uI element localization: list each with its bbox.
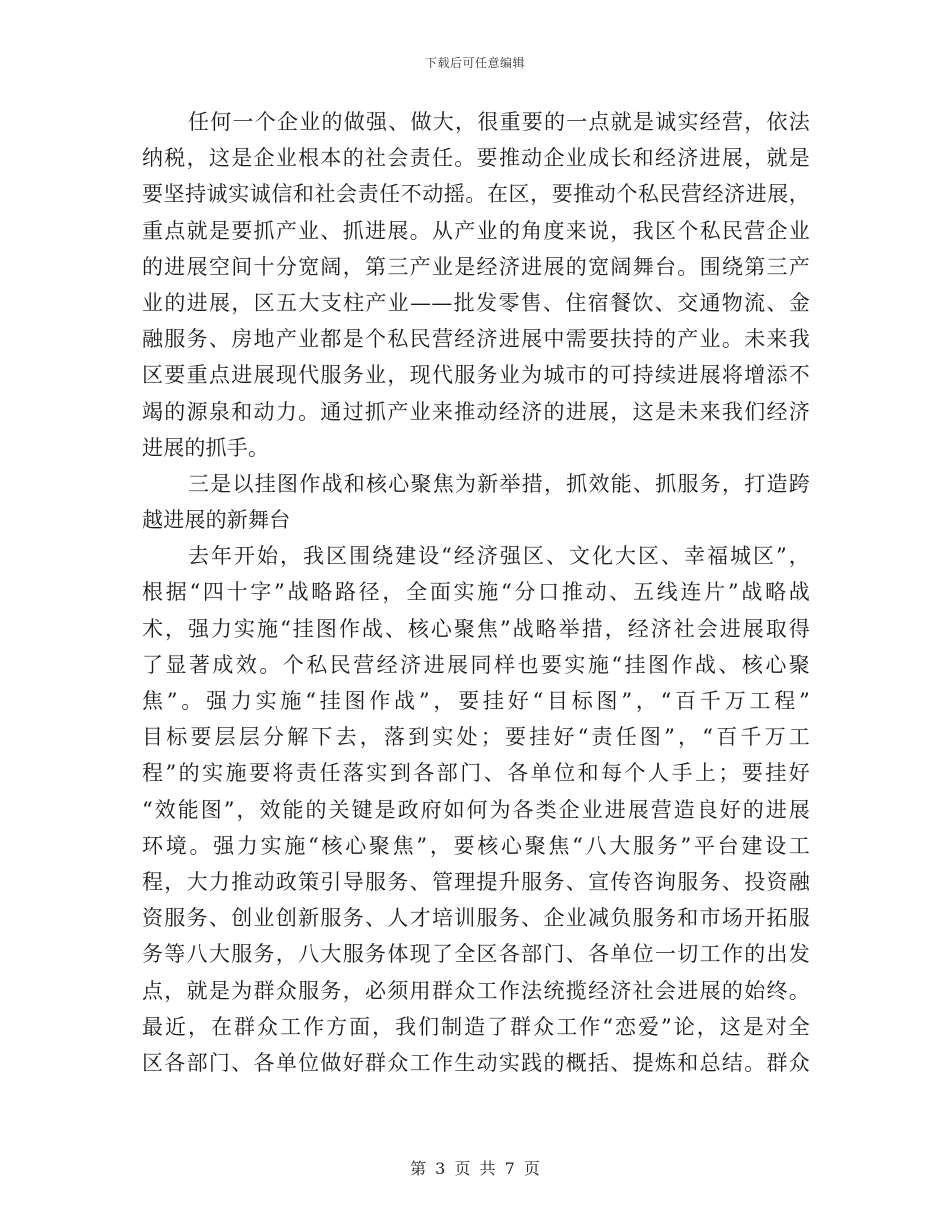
paragraph-line: 去年开始，我区围绕建设“经济强区、文化大区、幸福城区”，	[188, 544, 810, 569]
paragraph-line: 程”的实施要将责任落实到各部门、各单位和每个人手上；要挂好	[142, 761, 810, 786]
paragraph-line: 要坚持诚实诚信和社会责任不动摇。在区，要推动个私民营经济进展，	[142, 182, 810, 207]
paragraph-line: 环境。强力实施“核心聚焦”，要核心聚焦“八大服务”平台建设工	[142, 833, 810, 858]
paragraph-line: 术，强力实施“挂图作战、核心聚焦”战略举措，经济社会进展取得	[142, 616, 810, 641]
document-body	[142, 104, 810, 1081]
paragraph-line: 进展的抓手。	[142, 435, 270, 460]
paragraph-line: 目标要层层分解下去，落到实处；要挂好“责任图”，“百千万工	[142, 725, 810, 750]
paragraph-line: 的进展空间十分宽阔，第三产业是经济进展的宽阔舞台。围绕第三产	[142, 254, 810, 279]
paragraph-line: 纳税，这是企业根本的社会责任。要推动企业成长和经济进展，就是	[142, 146, 810, 171]
section-heading-line: 越进展的新舞台	[142, 508, 291, 533]
paragraph-line: 业的进展，区五大支柱产业——批发零售、住宿餐饮、交通物流、金	[142, 290, 810, 315]
paragraph-line: 程，大力推动政策引导服务、管理提升服务、宣传咨询服务、投资融	[142, 869, 810, 894]
paragraph-line: 竭的源泉和动力。通过抓产业来推动经济的进展，这是未来我们经济	[142, 399, 810, 424]
paragraph-line: 资服务、创业创新服务、人才培训服务、企业减负服务和市场开拓服	[142, 906, 810, 931]
page-number: 第 3 页 共 7 页	[410, 1159, 540, 1178]
section-heading-line: 三是以挂图作战和核心聚焦为新举措，抓效能、抓服务，打造跨	[188, 471, 810, 496]
paragraph-line: 最近，在群众工作方面，我们制造了群众工作“恋爱”论，这是对全	[142, 1014, 810, 1039]
paragraph-line: 融服务、房地产业都是个私民营经济进展中需要扶持的产业。未来我	[142, 327, 810, 352]
paragraph-line: 点，就是为群众服务，必须用群众工作法统揽经济社会进展的始终。	[142, 978, 810, 1003]
paragraph-line: 了显著成效。个私民营经济进展同样也要实施“挂图作战、核心聚	[142, 652, 810, 677]
paragraph-line: “效能图”，效能的关键是政府如何为各类企业进展营造良好的进展	[142, 797, 810, 822]
paragraph-line: 务等八大服务，八大服务体现了全区各部门、各单位一切工作的出发	[142, 942, 810, 967]
paragraph-line: 任何一个企业的做强、做大，很重要的一点就是诚实经营，依法	[188, 110, 810, 134]
paragraph-line: 重点就是要抓产业、抓进展。从产业的角度来说，我区个私民营企业	[142, 218, 810, 243]
paragraph-line: 焦”。强力实施“挂图作战”，要挂好“目标图”，“百千万工程”	[142, 689, 810, 713]
header-note: 下载后可任意编辑	[424, 56, 525, 70]
paragraph-line: 区各部门、各单位做好群众工作生动实践的概括、提炼和总结。群众	[142, 1050, 810, 1075]
paragraph-line: 区要重点进展现代服务业，现代服务业为城市的可持续进展将增添不	[142, 363, 810, 388]
paragraph-line: 根据“四十字”战略路径，全面实施“分口推动、五线连片”战略战	[142, 580, 810, 605]
